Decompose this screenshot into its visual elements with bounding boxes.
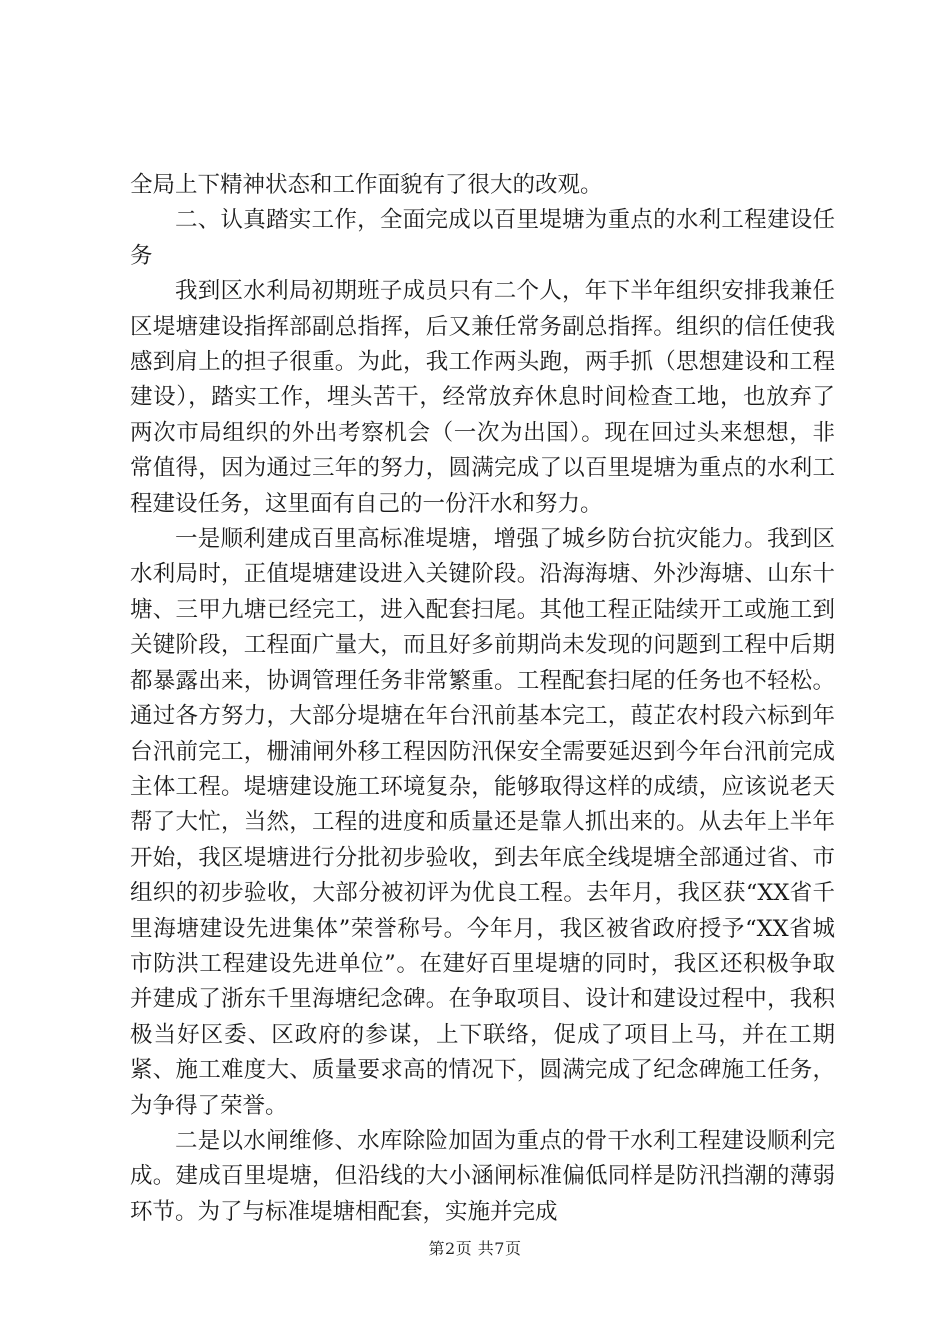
section-heading: 二、认真踏实工作，全面完成以百里堤塘为重点的水利工程建设任务 [130,207,835,269]
document-body [130,168,835,1230]
paragraph: 我到区水利局初期班子成员只有二个人，年下半年组织安排我兼任区堤塘建设指挥部副总指挥，后又兼任常务副总指挥。组织的信任使我感到肩上的担子很重。为此，我工作两头跑，两手抓（思想建设和工程建设），踏实工作，埋头苦干，经常放弃休息时间检查工地，也放弃了两次市局组织的外出考察机会（一次为出国）。现在回过头来想想，非常值得，因为通过三年的努力，圆满完成了以百里堤塘为重点的水利工程建设任务，这里面有自己的一份汗水和努力。 [130,278,835,517]
paragraph-continuation: 全局上下精神状态和工作面貌有了很大的改观。 [130,172,603,198]
paragraph: 一是顺利建成百里高标准堤塘，增强了城乡防台抗灾能力。我到区水利局时，正值堤塘建设进入关键阶段。沿海海塘、外沙海塘、山东十塘、三甲九塘已经完工，进入配套扫尾。其他工程正陆续开工或施工到关键阶段，工程面广量大，而且好多前期尚未发现的问题到工程中后期都暴露出来，协调管理任务非常繁重。工程配套扫尾的任务也不轻松。通过各方努力，大部分堤塘在年台汛前基本完工，葭芷农村段六标到年台汛前完工，栅浦闸外移工程因防汛保安全需要延迟到今年台汛前完成主体工程。堤塘建设施工环境复杂，能够取得这样的成绩，应该说老天帮了大忙，当然，工程的进度和质量还是靠人抓出来的。从去年上半年开始，我区堤塘进行分批初步验收，到去年底全线堤塘全部通过省、市组织的初步验收，大部分被初评为优良工程。去年月，我区获“XX省千里海塘建设先进集体”荣誉称号。今年月，我区被省政府授予“XX省城市防洪工程建设先进单位”。在建好百里堤塘的同时，我区还积极争取并建成了浙东千里海塘纪念碑。在争取项目、设计和建设过程中，我积极当好区委、区政府的参谋，上下联络，促成了项目上马，并在工期紧、施工难度大、质量要求高的情况下，圆满完成了纪念碑施工任务，为争得了荣誉。 [130,526,835,1119]
page-number-footer: 第2页 共7页 [428,1239,522,1258]
paragraph: 二是以水闸维修、水库除险加固为重点的骨干水利工程建设顺利完成。建成百里堤塘，但沿线的大小涵闸标准偏低同样是防汛挡潮的薄弱环节。为了与标准堤塘相配套，实施并完成 [130,1127,835,1225]
